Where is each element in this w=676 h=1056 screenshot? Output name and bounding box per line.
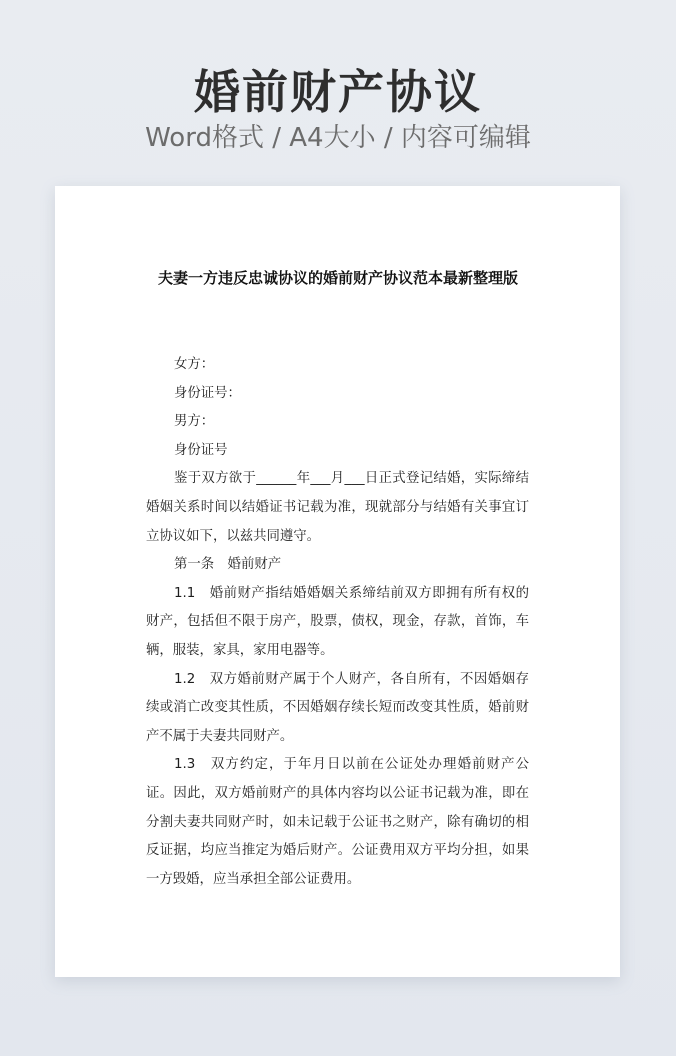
document-body — [146, 351, 529, 894]
document-page — [55, 186, 620, 977]
male-party-line: 男方： — [174, 414, 215, 430]
document-title: 夫妻一方违反忠诚协议的婚前财产协议范本最新整理版 — [157, 269, 518, 287]
clause-1-3: 1.3 双方约定，于年月日以前在公证处办理婚前财产公证。因此，双方婚前财产的具体内容均以公证书记载为准，即在分割夫妻共同财产时，如未记载于公证书之财产，除有确切的相反证据，均应当推定为婚后财产。公证费用双方平均分担，如果一方毁婚，应当承担全部公证费用。 — [146, 757, 529, 887]
clause-1-2: 1.2 双方婚前财产属于个人财产，各自所有，不因婚姻存续或消亡改变其性质，不因婚姻存续长短而改变其性质，婚前财产不属于夫妻共同财产。 — [146, 671, 529, 744]
banner-subtitle: Word格式 / A4大小 / 内容可编辑 — [145, 123, 531, 153]
banner-title: 婚前财产协议 — [194, 65, 482, 119]
female-party-line: 女方： — [174, 357, 215, 372]
female-id-line: 身份证号： — [174, 385, 241, 401]
male-id-line: 身份证号 — [174, 442, 228, 458]
clause-1-1: 1.1 婚前财产指结婚婚姻关系缔结前双方即拥有所有权的财产，包括但不限于房产，股票，债权，现金，存款，首饰，车辆，服装，家具，家用电器等。 — [146, 585, 529, 658]
article-1-heading: 第一条 婚前财产 — [174, 557, 282, 573]
preamble-paragraph: 鉴于双方欲于______年___月___日正式登记结婚，实际缔结婚姻关系时间以结婚证书记载为准，现就部分与结婚有关事宜订立协议如下，以兹共同遵守。 — [146, 471, 529, 544]
